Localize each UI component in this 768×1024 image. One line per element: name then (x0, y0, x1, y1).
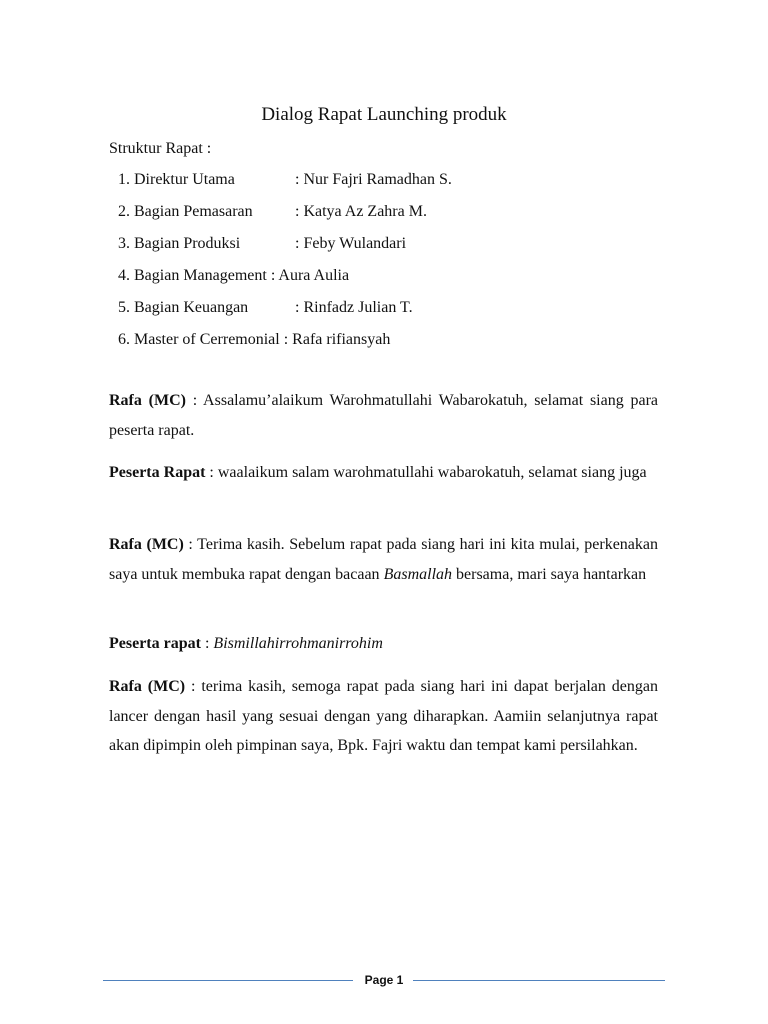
roster-name: : Feby Wulandari (295, 235, 407, 252)
dialog-text: : terima kasih, semoga rapat pada siang hari ini dapat berjalan dengan lancer dengan hasil yang sesuai dengan yang diharapkan. Aamiin selanjutnya rapat akan dipimpin oleh pimpinan saya, Bpk. Fajri waktu dan tempat kami persilahkan. (109, 678, 658, 754)
dialog-line (109, 629, 658, 659)
roster-item (118, 202, 452, 234)
page-number: Page 1 (364, 973, 404, 987)
dialog-text: : Assalamu’alaikum Warohmatullahi Wabarokatuh, selamat siang para peserta rapat. (109, 392, 659, 439)
dialog-text: : waalaikum salam warohmatullahi wabarokatuh, selamat siang juga (205, 464, 647, 481)
roster-name: : Nur Fajri Ramadhan S. (295, 171, 452, 188)
dialog-line (109, 672, 658, 761)
dialog-text: : Terima kasih. Sebelum rapat pada siang hari ini kita mulai, perkenakan saya untuk membuka rapat dengan bacaan (109, 536, 658, 583)
dialog-line (109, 530, 658, 589)
dialog-line (109, 458, 658, 488)
structure-label: Struktur Rapat : (109, 140, 212, 157)
roster-name: : Rinfadz Julian T. (295, 299, 413, 316)
roster-name: : Rafa rifiansyah (279, 331, 391, 348)
dialog-speaker: Peserta Rapat (109, 464, 206, 481)
dialog-speaker: Rafa (MC) (109, 392, 186, 409)
meeting-roster (118, 170, 452, 362)
roster-name: : Katya Az Zahra M. (295, 203, 427, 220)
dialog-italic-text: Basmallah (383, 565, 453, 583)
roster-item (118, 170, 452, 202)
roster-item (118, 330, 452, 362)
dialog-speaker: Peserta rapat (109, 635, 201, 652)
dialog-italic-text: Bismillahirrohmanirrohim (213, 635, 383, 652)
roster-name: : Aura Aulia (266, 267, 350, 284)
roster-item (118, 298, 452, 330)
roster-role: 6. Master of Cerremonial (118, 331, 280, 348)
dialog-speaker: Rafa (MC) (109, 536, 184, 553)
roster-role: 2. Bagian Pemasaran (118, 203, 253, 220)
roster-role: 5. Bagian Keuangan (118, 299, 249, 316)
roster-role: 1. Direktur Utama (118, 171, 235, 188)
dialog-text: : (200, 635, 214, 652)
roster-role: 4. Bagian Management (118, 267, 267, 284)
footer-rule-right (413, 980, 665, 981)
roster-item (118, 266, 452, 298)
dialog-line (109, 386, 658, 445)
page-footer (103, 970, 665, 990)
roster-role: 3. Bagian Produksi (118, 235, 241, 252)
dialog-text: bersama, mari saya hantarkan (452, 565, 647, 583)
dialog-speaker: Rafa (MC) (109, 678, 186, 695)
document-title: Dialog Rapat Launching produk (261, 104, 507, 125)
roster-item (118, 234, 452, 266)
